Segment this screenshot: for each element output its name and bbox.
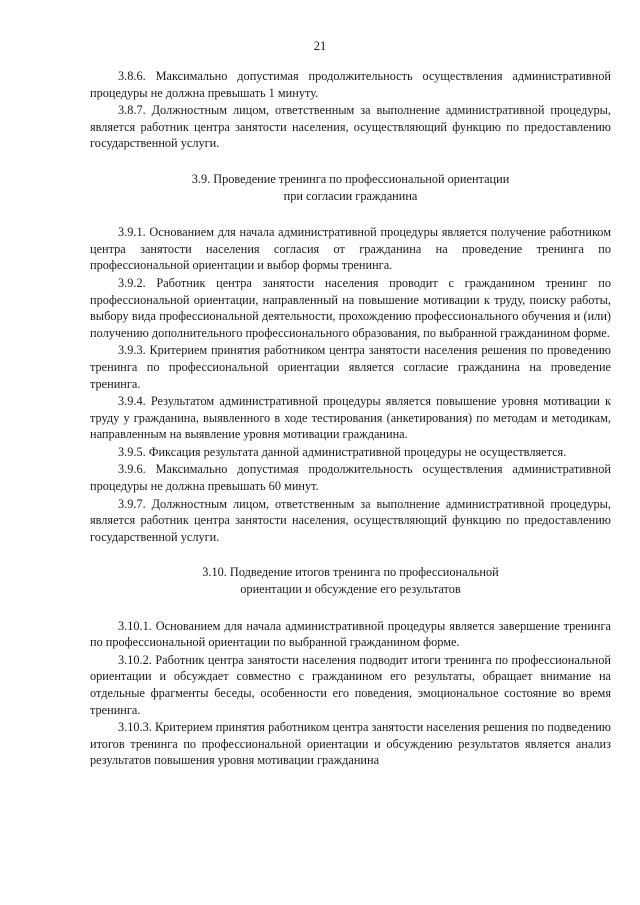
paragraph-3-9-1: 3.9.1. Основанием для начала административной процедуры является получение работником центра занятости населения согласия от гражданина на проведение тренинга по профессиональной ориентации и выбор формы тренинга.: [90, 225, 611, 273]
section-heading-3-10-line1: 3.10. Подведение итогов тренинга по профессиональной: [202, 565, 499, 580]
document-body: [90, 68, 611, 769]
paragraph-3-9-3: 3.9.3. Критерием принятия работником центра занятости населения решения по проведению тренинга по профессиональной ориентации является согласие гражданина на проведение тренинга.: [90, 343, 611, 391]
section-heading-3-9: [90, 171, 611, 204]
paragraph-3-8-6: 3.8.6. Максимально допустимая продолжительность осуществления административной процедуры не должна превышать 1 минуту.: [90, 69, 611, 100]
section-heading-3-10: [90, 564, 611, 597]
section-heading-3-9-line1: 3.9. Проведение тренинга по профессиональной ориентации: [191, 171, 510, 186]
paragraph-3-9-6: 3.9.6. Максимально допустимая продолжительность осуществления административной процедуры не должна превышать 60 минут.: [90, 462, 611, 494]
page-number: 21: [313, 39, 327, 53]
paragraph-3-9-2: 3.9.2. Работник центра занятости населения проводит с гражданином тренинг по профессиональной ориентации, направленный на повышение мотивации к труду, поиску работы, выбору вида профессиональной деятельности, прохождению профессионального обучения и (или) получению дополнительного профессионального образования, по выбранной гражданином форме.: [90, 275, 611, 340]
paragraph-3-10-1: 3.10.1. Основанием для начала административной процедуры является завершение тренинга по профессиональной ориентации по выбранной гражданином форме.: [90, 618, 611, 650]
paragraph-3-10-3: 3.10.3. Критерием принятия работником центра занятости населения решения по подведению итогов тренинга по профессиональной ориентации и обсуждению результатов является анализ результатов повышения уровня мотивации гражданина: [90, 720, 611, 768]
paragraph-3-9-5: 3.9.5. Фиксация результата данной административной процедуры не осуществляется.: [118, 444, 567, 459]
paragraph-3-8-7: 3.8.7. Должностным лицом, ответственным за выполнение административной процедуры, является работник центра занятости населения, осуществляющий функцию по предоставлению государственной услуги.: [90, 103, 611, 151]
paragraph-3-10-2: 3.10.2. Работник центра занятости населения подводит итоги тренинга по профессиональной ориентации и обсуждает совместно с гражданином его результаты, обращает внимание на отдельные фрагменты беседы, особенности его поведения, эмоциональное состояние во время тренинга.: [90, 652, 611, 717]
paragraph-3-9-7: 3.9.7. Должностным лицом, ответственным за выполнение административной процедуры, является работник центра занятости населения, осуществляющий функцию по предоставлению государственной услуги.: [90, 496, 611, 544]
section-heading-3-10-line2: ориентации и обсуждение его результатов: [240, 582, 461, 597]
section-heading-3-9-line2: при согласии гражданина: [283, 188, 418, 203]
paragraph-3-9-4: 3.9.4. Результатом административной процедуры является повышение уровня мотивации к труду у гражданина, выявленного в ходе тестирования (анкетирования) по методам и методикам, направленным на выявление уровня мотивации гражданина.: [90, 394, 611, 442]
